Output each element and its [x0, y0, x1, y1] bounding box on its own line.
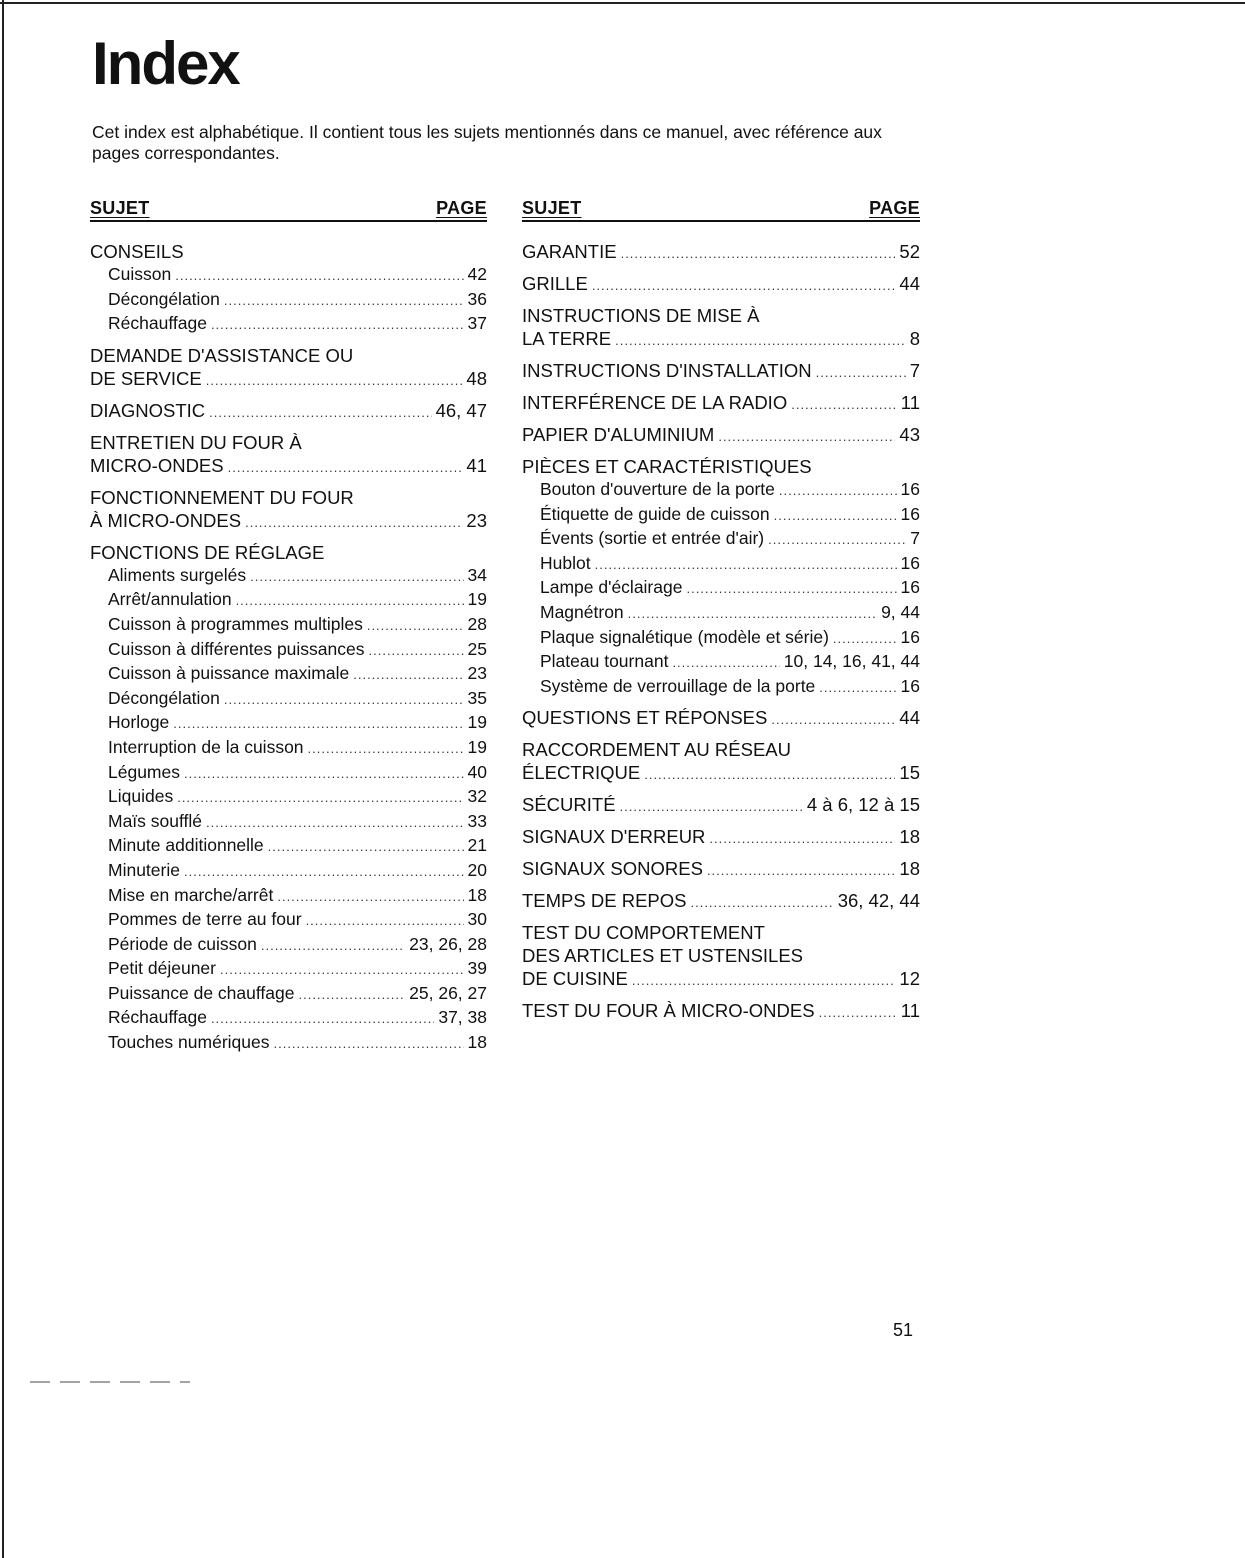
- dot-leader: [206, 369, 463, 392]
- entry-label: Arrêt/annulation: [108, 589, 232, 610]
- entry-label: LA TERRE: [522, 328, 612, 349]
- entry-page: 25, 26, 27: [409, 982, 487, 1003]
- entry-label: Bouton d'ouverture de la porte: [540, 479, 775, 499]
- dot-leader: [224, 290, 464, 313]
- subentry-line: [540, 478, 920, 503]
- entry-heading: PIÈCES ET CARACTÉRISTIQUES: [522, 456, 812, 477]
- subentry-line: [540, 576, 920, 601]
- index-line: [90, 454, 487, 479]
- index-entry: [90, 240, 487, 337]
- dot-leader: [211, 1008, 434, 1031]
- dot-leader: [273, 1033, 463, 1056]
- entry-label: Légumes: [108, 761, 180, 782]
- index-entry: [522, 921, 920, 992]
- dot-leader: [819, 677, 896, 700]
- index-entry: [522, 455, 920, 699]
- index-entry: [522, 793, 920, 818]
- entry-heading: FONCTIONS DE RÉGLAGE: [90, 541, 325, 563]
- entry-label: TEST DU FOUR À MICRO-ONDES: [522, 1000, 815, 1022]
- entry-page: 11: [900, 392, 920, 413]
- entry-page: 8: [909, 328, 920, 349]
- entry-page: 36: [467, 288, 487, 309]
- dot-leader: [672, 652, 779, 675]
- dot-leader: [224, 689, 464, 712]
- dot-leader: [833, 628, 897, 651]
- entry-page: 35: [467, 687, 487, 708]
- entry-label: Cuisson à programmes multiples: [108, 613, 363, 634]
- subject-header: SUJET: [90, 198, 150, 218]
- entry-page: 16: [900, 552, 920, 573]
- entry-page: 44: [899, 273, 920, 294]
- dot-leader: [211, 314, 464, 337]
- entry-page: 33: [467, 810, 487, 831]
- entry-page: 23, 26, 28: [409, 933, 487, 954]
- entry-label: Plateau tournant: [540, 651, 669, 672]
- entry-page: 28: [467, 613, 487, 634]
- dot-leader: [819, 1001, 897, 1024]
- index-entry: [522, 240, 920, 265]
- entry-page: 4 à 6, 12 à 15: [806, 794, 920, 816]
- entry-label: INTERFÉRENCE DE LA RADIO: [522, 392, 788, 413]
- entry-page: 34: [467, 564, 487, 585]
- intro-paragraph: Cet index est alphabétique. Il contient tous les sujets mentionnés dans ce manuel, avec référence aux pages correspondantes.: [92, 122, 882, 163]
- entry-page: 16: [900, 675, 920, 696]
- subentry-list: [540, 478, 920, 699]
- entry-label: Minute additionnelle: [108, 835, 264, 856]
- dot-leader: [595, 554, 897, 577]
- entry-label: Cuisson à puissance maximale: [108, 663, 350, 684]
- entry-label: Interruption de la cuisson: [108, 736, 304, 757]
- entry-page: 40: [467, 761, 487, 782]
- entry-label: SÉCURITÉ: [522, 794, 616, 816]
- subentry-line: [108, 662, 487, 687]
- entry-page: 12: [899, 968, 920, 990]
- index-entry: [90, 399, 487, 424]
- subentry-line: [108, 810, 487, 835]
- dot-leader: [220, 959, 464, 982]
- entry-page: 18: [899, 858, 920, 880]
- entry-page: 36, 42, 44: [837, 890, 920, 912]
- entry-page: 18: [899, 826, 920, 848]
- subentry-line: [540, 503, 920, 528]
- subentry-line: [108, 761, 487, 786]
- subentry-line: [108, 957, 487, 982]
- entry-label: Plaque signalétique (modèle et série): [540, 626, 829, 647]
- index-line: [522, 240, 920, 265]
- dot-leader: [707, 859, 895, 882]
- subentry-line: [540, 527, 920, 552]
- index-entry: [522, 999, 920, 1024]
- index-entry: [522, 423, 920, 448]
- dot-leader: [177, 787, 463, 810]
- subentry-line: [108, 834, 487, 859]
- page-number: 51: [893, 1320, 914, 1340]
- subentry-line: [108, 564, 487, 589]
- dot-leader: [771, 708, 895, 731]
- entry-label: À MICRO-ONDES: [90, 509, 242, 531]
- entry-label: Réchauffage: [108, 313, 207, 334]
- index-column-left: [90, 198, 487, 1063]
- index-line: [522, 999, 920, 1024]
- page-border-top: [0, 2, 1245, 4]
- column-header: [90, 198, 487, 222]
- dot-leader: [620, 795, 803, 818]
- subentry-line: [540, 626, 920, 651]
- entry-heading: DEMANDE D'ASSISTANCE OU: [90, 344, 354, 366]
- dot-leader: [175, 265, 463, 288]
- entry-label: TEMPS DE REPOS: [522, 890, 687, 912]
- entry-heading: INSTRUCTIONS DE MISE À: [522, 305, 760, 326]
- entry-label: DE SERVICE: [90, 367, 202, 389]
- entry-page: 15: [899, 762, 920, 784]
- entry-page: 39: [467, 958, 487, 979]
- dot-leader: [277, 886, 463, 909]
- entry-label: Cuisson à différentes puissances: [108, 638, 365, 659]
- dot-leader: [250, 566, 463, 589]
- dot-leader: [306, 910, 464, 933]
- entry-page: 32: [467, 786, 487, 807]
- entry-label: SIGNAUX SONORES: [522, 858, 703, 880]
- entry-heading: TEST DU COMPORTEMENT: [522, 922, 765, 944]
- index-line: [90, 399, 487, 424]
- entry-label: GRILLE: [522, 273, 588, 294]
- subject-header: SUJET: [522, 198, 582, 218]
- dot-leader: [628, 603, 877, 626]
- entry-label: Système de verrouillage de la porte: [540, 675, 816, 696]
- dot-leader: [690, 891, 833, 914]
- index-entry: [522, 304, 920, 352]
- subentry-line: [108, 736, 487, 761]
- index-line: [522, 761, 920, 786]
- index-entry: [522, 738, 920, 786]
- entry-page: 37: [467, 313, 487, 334]
- index-entry: [522, 272, 920, 297]
- index-line: [522, 423, 920, 448]
- entry-heading: DES ARTICLES ET USTENSILES: [522, 945, 804, 967]
- entry-heading: RACCORDEMENT AU RÉSEAU: [522, 739, 791, 761]
- dot-leader: [206, 812, 464, 835]
- entry-page: 23: [466, 509, 487, 531]
- dot-leader: [791, 393, 897, 416]
- entry-label: Décongélation: [108, 288, 220, 309]
- dot-leader: [709, 827, 895, 850]
- entry-label: Aliments surgelés: [108, 564, 247, 585]
- entry-label: Période de cuisson: [108, 933, 257, 954]
- subentry-line: [108, 785, 487, 810]
- dot-leader: [261, 935, 405, 958]
- index-entries: [522, 240, 920, 1024]
- entry-page: 23: [467, 663, 487, 684]
- dot-leader: [268, 836, 464, 859]
- entry-page: 43: [899, 424, 920, 445]
- entry-label: Horloge: [108, 712, 170, 733]
- subentry-line: [108, 288, 487, 313]
- entry-label: Maïs soufflé: [108, 810, 203, 831]
- index-entry: [90, 344, 487, 392]
- dot-leader: [236, 590, 464, 613]
- dot-leader: [615, 329, 906, 352]
- entry-label: INSTRUCTIONS D'INSTALLATION: [522, 360, 812, 381]
- dot-leader: [245, 511, 462, 534]
- dot-leader: [686, 578, 896, 601]
- dot-leader: [369, 640, 464, 663]
- entry-page: 19: [467, 589, 487, 610]
- entry-label: ÉLECTRIQUE: [522, 762, 641, 784]
- entry-page: 19: [467, 712, 487, 733]
- entry-page: 16: [900, 479, 920, 499]
- index-column-right: [522, 198, 920, 1031]
- entry-page: 30: [467, 909, 487, 930]
- entry-page: 18: [467, 884, 487, 905]
- entry-page: 16: [900, 626, 920, 647]
- index-line: [522, 857, 920, 882]
- entry-page: 37, 38: [438, 1007, 487, 1028]
- subentry-line: [108, 908, 487, 933]
- index-entry: [522, 825, 920, 850]
- index-entry: [522, 857, 920, 882]
- index-entry: [522, 359, 920, 384]
- subentry-line: [540, 601, 920, 626]
- dot-leader: [353, 664, 463, 687]
- subentry-list: [108, 564, 487, 1056]
- subentry-line: [108, 687, 487, 712]
- index-line: [522, 706, 920, 731]
- entry-label: Étiquette de guide de cuisson: [540, 503, 770, 524]
- entry-label: Lampe d'éclairage: [540, 577, 683, 598]
- entry-label: PAPIER D'ALUMINIUM: [522, 424, 715, 445]
- dot-leader: [621, 242, 896, 265]
- entry-page: 52: [899, 241, 920, 262]
- index-entry: [90, 541, 487, 1056]
- subentry-line: [108, 711, 487, 736]
- dot-leader: [816, 361, 906, 384]
- dot-leader: [308, 738, 464, 761]
- entry-page: 7: [910, 528, 920, 549]
- index-line: [522, 327, 920, 352]
- entry-page: 16: [900, 577, 920, 598]
- entry-page: 10, 14, 16, 41, 44: [783, 651, 920, 672]
- index-line: [90, 509, 487, 534]
- entry-heading: FONCTIONNEMENT DU FOUR: [90, 486, 354, 508]
- index-line: [522, 793, 920, 818]
- index-entry: [522, 889, 920, 914]
- dot-leader: [768, 529, 906, 552]
- dot-leader: [228, 456, 463, 479]
- entry-page: 7: [909, 360, 920, 381]
- entry-label: Mise en marche/arrêt: [108, 884, 274, 905]
- page-border-left: [2, 0, 4, 1558]
- subentry-list: [108, 263, 487, 337]
- dot-leader: [184, 861, 464, 884]
- entry-page: 21: [467, 835, 487, 856]
- column-header: [522, 198, 920, 222]
- subentry-line: [108, 933, 487, 958]
- entry-heading: ENTRETIEN DU FOUR À: [90, 431, 302, 453]
- dot-leader: [209, 401, 431, 424]
- subentry-line: [108, 613, 487, 638]
- dot-leader: [632, 969, 896, 992]
- index-line: [522, 825, 920, 850]
- entry-label: Touches numériques: [108, 1032, 270, 1053]
- page-title: Index: [92, 30, 239, 97]
- entry-label: Évents (sortie et entrée d'air): [540, 528, 765, 549]
- dot-leader: [367, 615, 464, 638]
- entry-page: 42: [467, 264, 487, 284]
- entry-page: 11: [900, 1000, 920, 1022]
- subentry-line: [108, 859, 487, 884]
- index-line: [522, 889, 920, 914]
- index-line: [522, 967, 920, 992]
- subentry-line: [540, 675, 920, 700]
- entry-heading: CONSEILS: [90, 241, 184, 262]
- entry-label: Décongélation: [108, 687, 220, 708]
- entry-label: Petit déjeuner: [108, 958, 216, 979]
- entry-page: 9, 44: [881, 601, 920, 622]
- index-line: [522, 391, 920, 416]
- index-entries: [90, 240, 487, 1056]
- entry-label: Pommes de terre au four: [108, 909, 302, 930]
- entry-label: Puissance de chauffage: [108, 982, 295, 1003]
- subentry-line: [108, 884, 487, 909]
- entry-label: DIAGNOSTIC: [90, 399, 206, 421]
- entry-label: SIGNAUX D'ERREUR: [522, 826, 706, 848]
- page-header: PAGE: [436, 198, 487, 218]
- entry-label: Hublot: [540, 552, 591, 573]
- scan-artifact: [30, 1381, 190, 1383]
- subentry-line: [540, 552, 920, 577]
- entry-page: 18: [467, 1032, 487, 1053]
- entry-page: 19: [467, 736, 487, 757]
- dot-leader: [779, 480, 897, 503]
- index-entry: [522, 706, 920, 731]
- entry-page: 20: [467, 859, 487, 880]
- entry-page: 48: [466, 367, 487, 389]
- dot-leader: [173, 713, 463, 736]
- entry-label: Minuterie: [108, 859, 180, 880]
- index-entry: [522, 391, 920, 416]
- dot-leader: [592, 274, 896, 297]
- entry-label: Magnétron: [540, 601, 624, 622]
- entry-page: 16: [900, 503, 920, 524]
- entry-label: GARANTIE: [522, 241, 617, 262]
- index-entry: [90, 431, 487, 479]
- subentry-line: [108, 588, 487, 613]
- subentry-line: [108, 263, 487, 288]
- entry-page: 41: [466, 454, 487, 476]
- index-entry: [90, 486, 487, 534]
- entry-label: MICRO-ONDES: [90, 454, 224, 476]
- dot-leader: [774, 505, 897, 528]
- entry-page: 25: [467, 638, 487, 659]
- subentry-line: [108, 312, 487, 337]
- subentry-line: [108, 638, 487, 663]
- dot-leader: [644, 763, 895, 786]
- entry-label: DE CUISINE: [522, 968, 628, 990]
- entry-label: Réchauffage: [108, 1007, 207, 1028]
- subentry-line: [108, 982, 487, 1007]
- dot-leader: [718, 425, 895, 448]
- index-line: [522, 272, 920, 297]
- index-line: [522, 359, 920, 384]
- entry-page: 46, 47: [435, 399, 487, 421]
- entry-label: Liquides: [108, 786, 174, 807]
- entry-label: Cuisson: [108, 264, 172, 284]
- entry-page: 44: [899, 707, 920, 729]
- subentry-line: [108, 1006, 487, 1031]
- entry-label: QUESTIONS ET RÉPONSES: [522, 707, 768, 729]
- subentry-line: [108, 1031, 487, 1056]
- subentry-line: [540, 650, 920, 675]
- index-line: [90, 367, 487, 392]
- page-header: PAGE: [869, 198, 920, 218]
- dot-leader: [184, 763, 464, 786]
- dot-leader: [298, 984, 405, 1007]
